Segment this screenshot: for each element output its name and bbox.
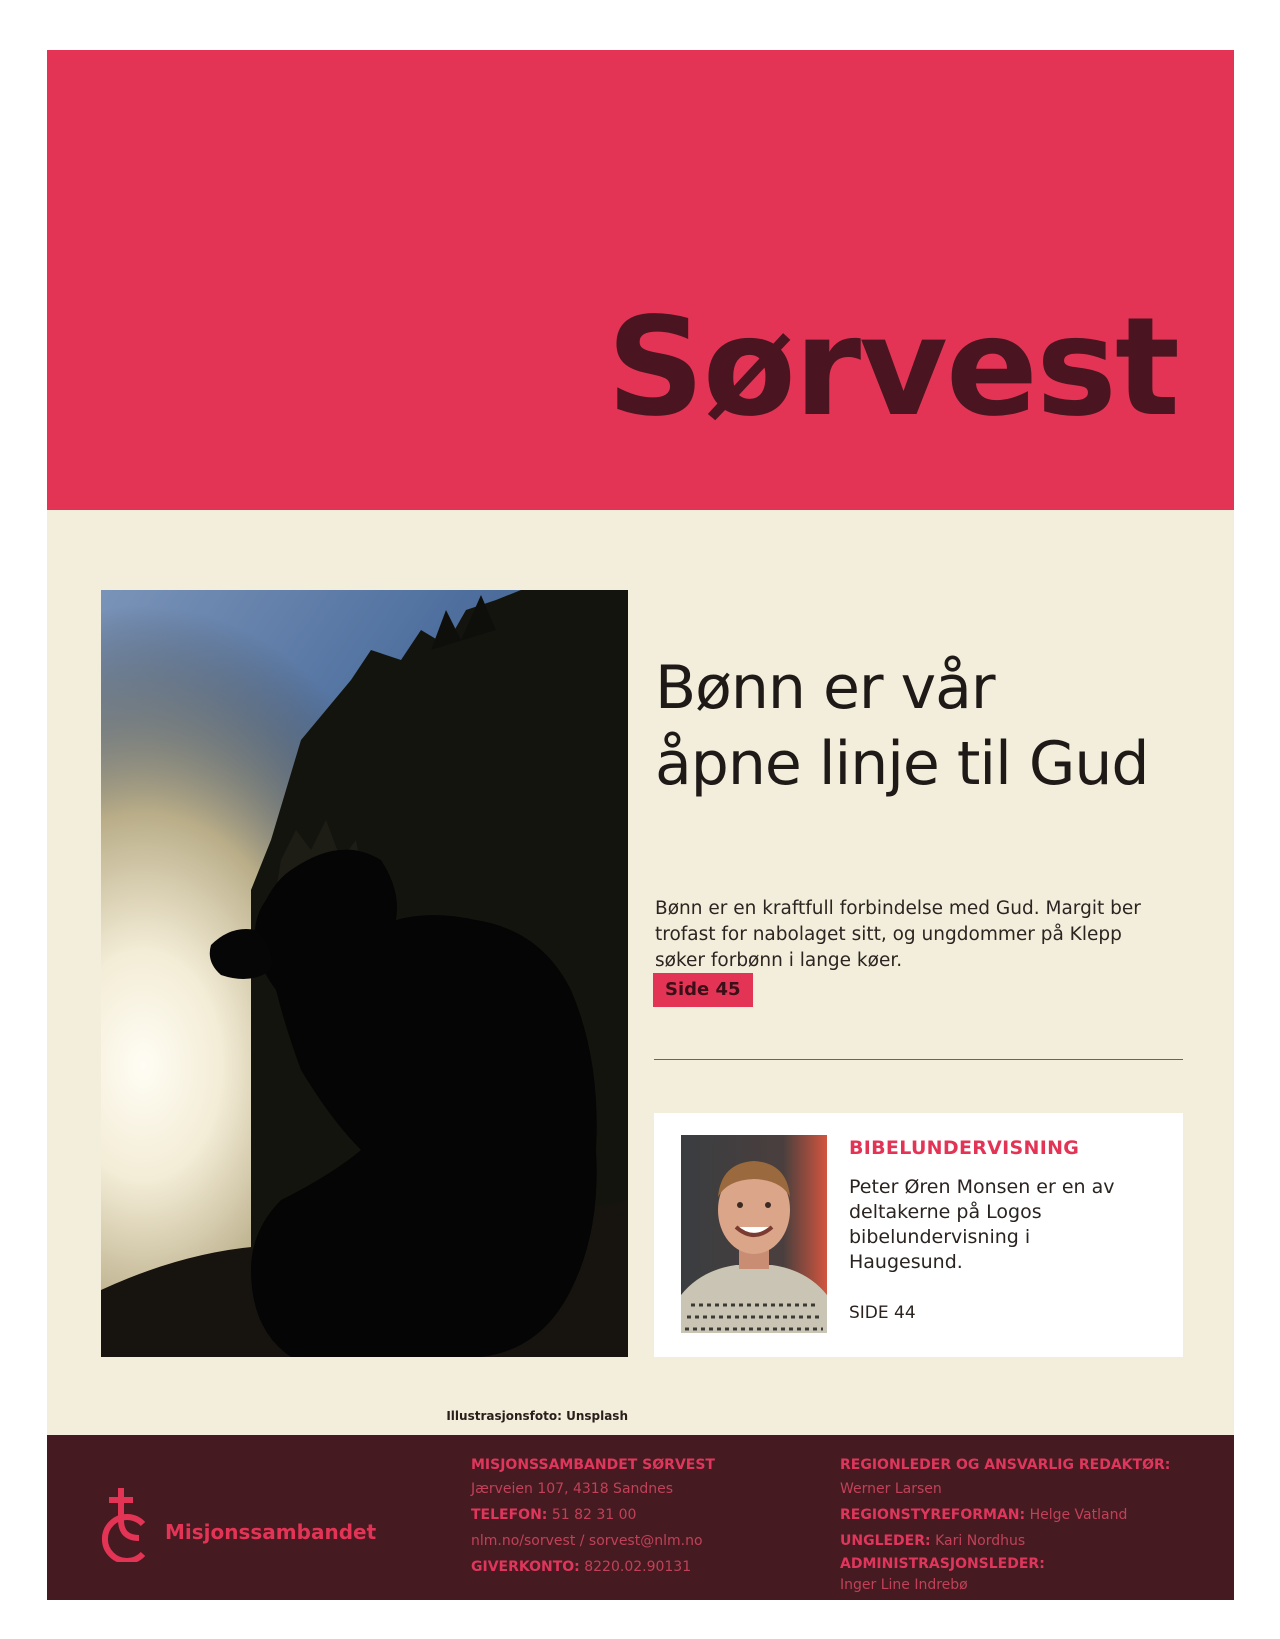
headline-line-1: Bønn er vår [655, 653, 995, 723]
account-line [471, 1554, 821, 1580]
leader-name: Werner Larsen [840, 1481, 942, 1497]
phone-label: TELEFON: [471, 1507, 548, 1523]
cross-logo-icon [99, 1480, 157, 1562]
org-name: MISJONSSAMBANDET SØRVEST [471, 1457, 715, 1473]
youth-name: Kari Nordhus [935, 1533, 1026, 1549]
youth-label: UNGLEDER: [840, 1533, 931, 1549]
headline-line-2: åpne linje til Gud [655, 729, 1149, 799]
phone-line [471, 1502, 821, 1528]
title-banner [47, 50, 1234, 510]
account-label: GIVERKONTO: [471, 1559, 580, 1575]
youth-line [840, 1528, 1200, 1554]
content-area [47, 510, 1234, 1435]
footer [47, 1435, 1234, 1600]
magazine-page [47, 50, 1234, 1600]
teaser-card [654, 1113, 1183, 1357]
photo-caption: Illustrasjonsfoto: Unsplash [446, 1409, 628, 1423]
article-photo [101, 590, 628, 1357]
logo-wordmark: Misjonssambandet [165, 1520, 377, 1544]
board-line [840, 1502, 1200, 1528]
contact-column [471, 1455, 821, 1580]
article-headline [655, 650, 1215, 802]
teaser-portrait [681, 1135, 827, 1333]
leader-label: REGIONLEDER OG ANSVARLIG REDAKTØR: [840, 1457, 1171, 1473]
account-number: 8220.02.90131 [584, 1559, 692, 1575]
staff-column [840, 1455, 1200, 1596]
org-address: Jærveien 107, 4318 Sandnes [471, 1481, 674, 1497]
board-label: REGIONSTYREFORMAN: [840, 1507, 1026, 1523]
page-reference-badge: Side 45 [653, 973, 753, 1007]
section-title: Sørvest [606, 289, 1178, 447]
teaser-kicker: BIBELUNDERVISNING [849, 1137, 1080, 1159]
organization-logo [99, 1480, 377, 1562]
admin-name: Inger Line Indrebø [840, 1577, 968, 1593]
teaser-page-reference: SIDE 44 [849, 1303, 916, 1323]
praying-silhouette-image [101, 590, 628, 1357]
phone-number: 51 82 31 00 [551, 1507, 637, 1523]
divider [654, 1059, 1183, 1060]
admin-label: ADMINISTRASJONSLEDER: [840, 1556, 1045, 1572]
teaser-text: Peter Øren Monsen er en av deltakerne på Logos bibelundervisning i Haugesund. [849, 1176, 1115, 1273]
web-email-line[interactable]: nlm.no/sorvest / sorvest@nlm.no [471, 1533, 703, 1549]
article-lead: Bønn er en kraftfull forbindelse med Gud. Margit ber trofast for nabolaget sitt, og ungdommer på Klepp søker forbønn i lange køer. [655, 898, 1141, 971]
board-name: Helge Vatland [1029, 1507, 1128, 1523]
portrait-image [681, 1135, 827, 1333]
